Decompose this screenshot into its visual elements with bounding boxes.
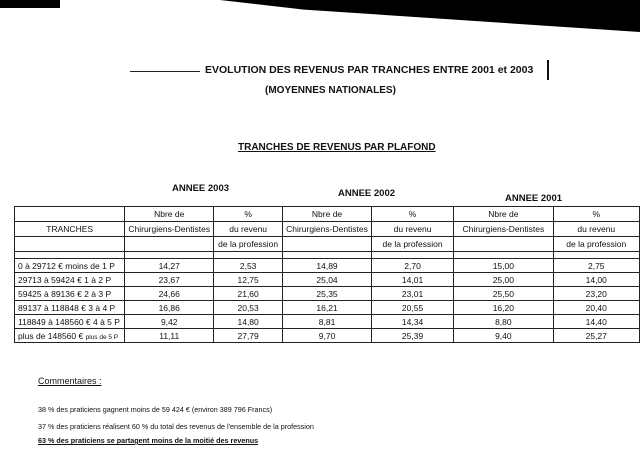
comments-label: Commentaires : [38, 376, 102, 386]
col-2001-count-head: Nbre de [454, 207, 553, 222]
table-row: 89137 à 118848 € 3 à 4 P 16,86 20,53 16,21 20,55 16,20 20,40 [15, 301, 640, 315]
scan-shadow-left [0, 0, 60, 8]
comment-note-1: 38 % des praticiens gagnent moins de 59 424 € (environ 389 796 Francs) [38, 405, 273, 414]
table-row: plus de 148560 € plus de 5 P 11,11 27,79 9,70 25,39 9,40 25,27 [15, 329, 640, 343]
year-2001-heading: ANNEE 2001 [505, 193, 563, 204]
year-2003-heading: ANNEE 2003 [172, 183, 230, 194]
revenue-table [14, 206, 640, 343]
year-2002-heading: ANNEE 2002 [338, 188, 396, 199]
tranches-head: TRANCHES [15, 222, 125, 237]
page-subtitle: (MOYENNES NATIONALES) [265, 85, 396, 96]
spacer-row [15, 252, 640, 259]
col-2003-count-head: Nbre de [125, 207, 214, 222]
scan-shadow-right [220, 0, 640, 32]
title-bar [547, 60, 549, 80]
title-rule [130, 71, 200, 72]
table-row: 29713 à 59424 € 1 à 2 P 23,67 12,75 25,04 14,01 25,00 14,00 [15, 273, 640, 287]
table-row: 118849 à 148560 € 4 à 5 P 9,42 14,80 8,81 14,34 8,80 14,40 [15, 315, 640, 329]
col-2002-pct-head: % [371, 207, 453, 222]
col-2003-pct-head: % [214, 207, 283, 222]
col-2001-pct-head: % [553, 207, 639, 222]
table-row: 0 à 29712 € moins de 1 P 14,27 2,53 14,89 2,70 15,00 2,75 [15, 259, 640, 273]
header-row-2: TRANCHES Chirurgiens-Dentistes du revenu Chirurgiens-Dentistes du revenu Chirurgiens-Dentistes du revenu [15, 222, 640, 237]
header-row-3: de la profession de la profession de la profession [15, 237, 640, 252]
page-title: EVOLUTION DES REVENUS PAR TRANCHES ENTRE 2001 et 2003 [205, 64, 534, 76]
col-2002-count-head: Nbre de [283, 207, 372, 222]
section-title: TRANCHES DE REVENUS PAR PLAFOND [238, 142, 436, 153]
header-row-1 [15, 207, 640, 222]
table-row: 59425 à 89136 € 2 à 3 P 24,66 21,60 25,35 23,01 25,50 23,20 [15, 287, 640, 301]
comment-note-2: 37 % des praticiens réalisent 60 % du total des revenus de l'ensemble de la profession [38, 422, 314, 431]
comment-note-3: 63 % des praticiens se partagent moins de la moitié des revenus [38, 436, 259, 445]
